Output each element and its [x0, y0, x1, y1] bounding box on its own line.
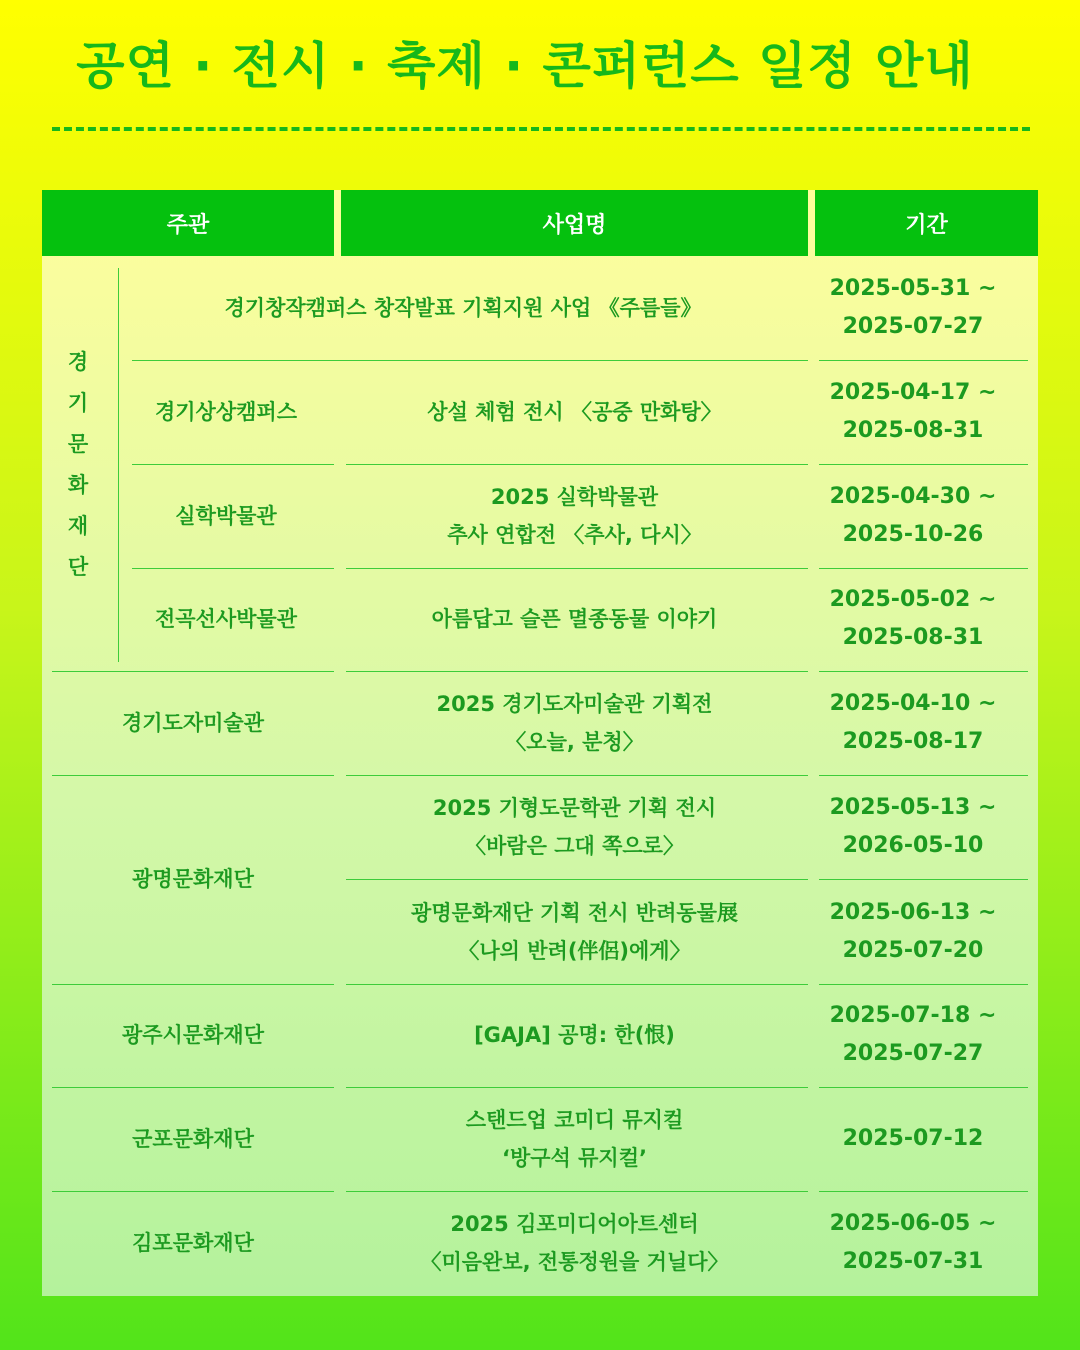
cell-text: 〈나의 반려(伴侶)에게〉 — [458, 939, 691, 963]
cell-text: 2025-04-17 ~ — [829, 380, 997, 405]
project-cell — [341, 983, 808, 1087]
cell-text: 2025 김포미디어아트센터 — [450, 1212, 699, 1236]
host-cell — [52, 1191, 334, 1295]
cell-text: 2025-05-31 ~ — [829, 276, 997, 301]
cell-text: 〈미음완보, 전통정원을 거닐다〉 — [420, 1250, 729, 1274]
page-title: 공연 · 전시 · 축제 · 콘퍼런스 일정 안내 — [76, 37, 974, 95]
cell-text: 2025-06-13 ~ — [829, 900, 997, 925]
cell-text: 2025-10-26 — [842, 522, 984, 547]
cell-text: 2025-08-31 — [842, 625, 984, 650]
host-cell — [52, 671, 334, 775]
header-project: 사업명 — [341, 190, 808, 256]
cell-text: 실학박물관 — [175, 504, 277, 528]
cell-text: 2025-05-02 ~ — [829, 587, 997, 612]
period-cell — [815, 567, 1011, 671]
dashed-divider — [52, 127, 1030, 131]
cell-text: 추사 연합전 〈추사, 다시〉 — [447, 523, 702, 547]
period-cell — [815, 256, 1011, 360]
period-cell — [815, 1191, 1011, 1295]
cell-text: 2025-07-27 — [842, 1041, 984, 1066]
cell-text: 2025-05-13 ~ — [829, 795, 997, 820]
period-cell — [815, 775, 1011, 879]
period-cell — [815, 464, 1011, 568]
project-cell — [341, 567, 808, 671]
host-cell — [118, 464, 334, 568]
project-cell — [341, 880, 808, 984]
cell-text: 광주시문화재단 — [121, 1023, 264, 1047]
project-cell — [341, 360, 808, 464]
cell-text: 2025-07-18 ~ — [829, 1003, 997, 1028]
cell-text: 2025 기형도문학관 기획 전시 — [432, 796, 717, 820]
cell-text: 2025-08-17 — [842, 729, 984, 754]
cell-text: 2026-05-10 — [842, 833, 984, 858]
cell-text: 경기도자미술관 — [121, 711, 264, 735]
cell-text: 경기창작캠퍼스 창작발표 기획지원 사업 《주름들》 — [224, 296, 702, 320]
host-cell — [52, 1087, 334, 1191]
group-label-gyeonggi: 경 기 문 화 재 단 — [67, 350, 89, 579]
cell-text: 〈오늘, 분청〉 — [505, 730, 644, 754]
project-cell — [341, 1087, 808, 1191]
period-cell — [815, 671, 1011, 775]
cell-text: 2025-04-10 ~ — [829, 691, 997, 716]
period-cell — [815, 360, 1011, 464]
host-cell — [52, 983, 334, 1087]
cell-text: 광명문화재단 — [132, 867, 254, 891]
cell-text: 2025-07-27 — [842, 314, 984, 339]
period-cell — [815, 880, 1011, 984]
period-cell — [815, 983, 1011, 1087]
period-cell — [815, 1087, 1011, 1191]
project-cell — [118, 256, 808, 360]
project-cell — [341, 671, 808, 775]
cell-text: 2025 실학박물관 — [490, 485, 659, 509]
cell-text: 2025-04-30 ~ — [829, 484, 997, 509]
cell-text: 2025-07-12 — [842, 1126, 984, 1151]
project-cell — [341, 775, 808, 879]
cell-text: 전곡선사박물관 — [154, 607, 297, 631]
cell-text: 아름답고 슬픈 멸종동물 이야기 — [431, 607, 718, 631]
header-period: 기간 — [815, 190, 1038, 256]
cell-text: [GAJA] 공명: 한(恨) — [474, 1023, 675, 1047]
cell-text: 2025-07-31 — [842, 1249, 984, 1274]
schedule-table — [42, 190, 1038, 1296]
host-cell — [52, 775, 334, 983]
host-cell — [118, 567, 334, 671]
header-host: 주관 — [42, 190, 334, 256]
cell-text: 군포문화재단 — [132, 1127, 254, 1151]
cell-text: ‘방구석 뮤지컬’ — [502, 1146, 647, 1170]
cell-text: 2025-07-20 — [842, 938, 984, 963]
cell-text: 2025-06-05 ~ — [829, 1211, 997, 1236]
cell-text: 2025 경기도자미술관 기획전 — [436, 692, 713, 716]
project-cell — [341, 1191, 808, 1295]
host-cell — [118, 360, 334, 464]
cell-text: 상설 체험 전시 〈공중 만화탕〉 — [427, 400, 722, 424]
cell-text: 스탠드업 코미디 뮤지컬 — [465, 1108, 684, 1132]
cell-text: 경기상상캠퍼스 — [154, 400, 297, 424]
cell-text: 김포문화재단 — [132, 1231, 254, 1255]
cell-text: 광명문화재단 기획 전시 반려동물展 — [411, 901, 738, 925]
cell-text: 〈바람은 그대 쪽으로〉 — [465, 834, 684, 858]
project-cell — [341, 464, 808, 568]
cell-text: 2025-08-31 — [842, 418, 984, 443]
